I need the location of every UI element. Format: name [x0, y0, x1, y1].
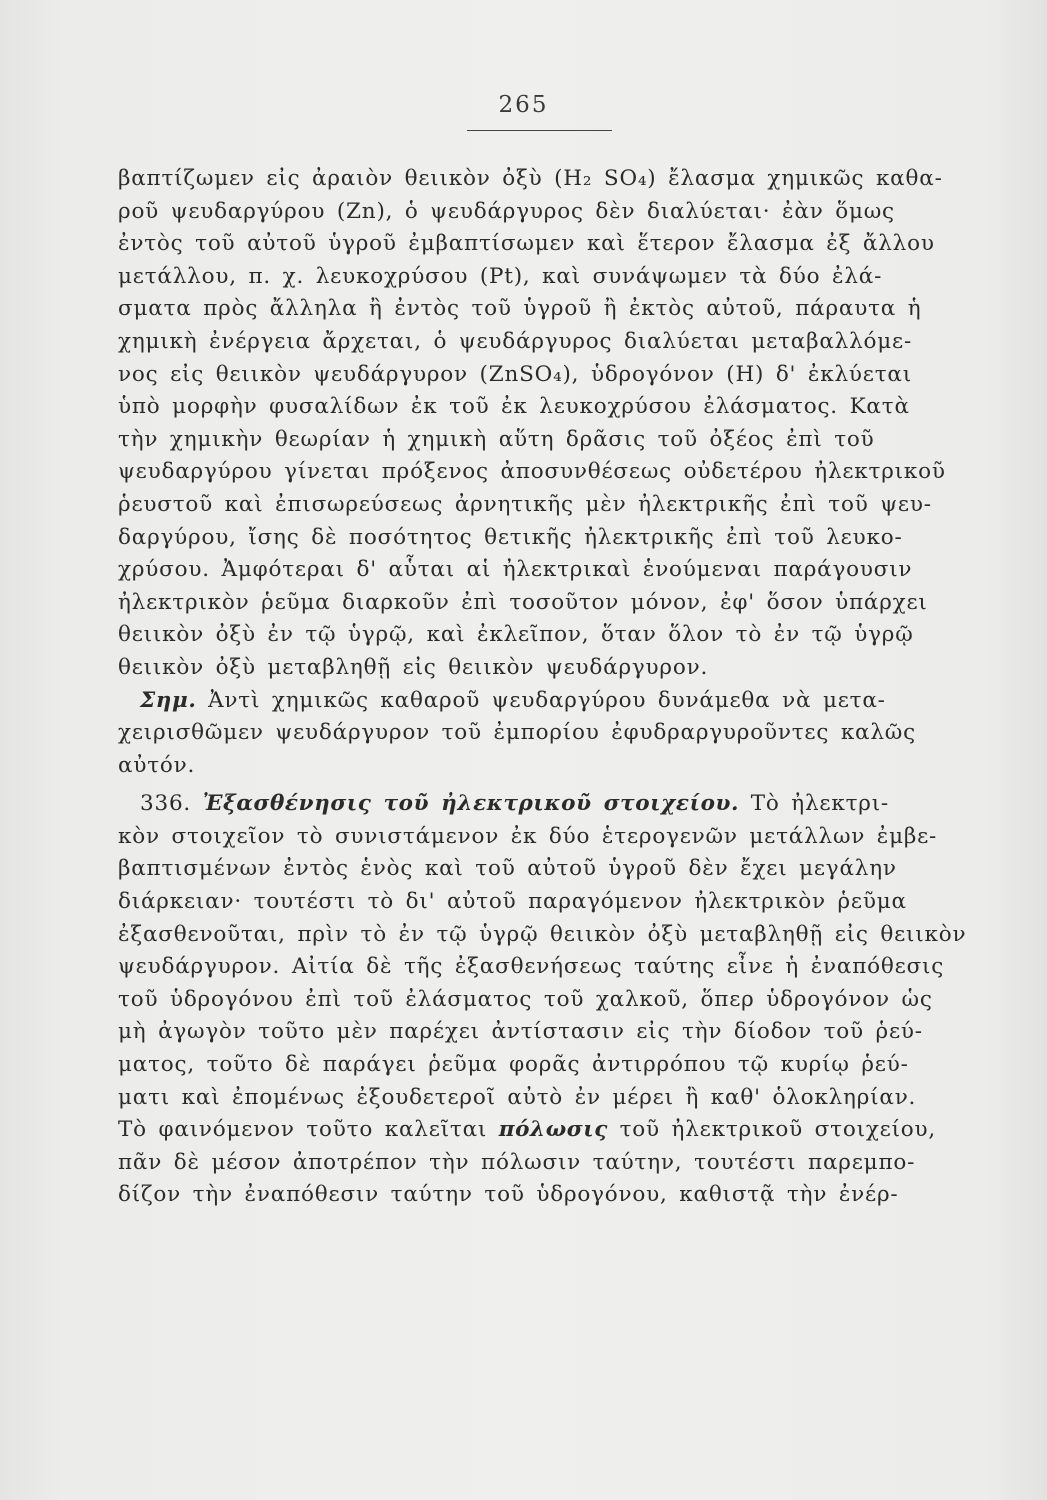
- header-rule: [467, 130, 612, 131]
- text-line: δαργύρου, ἴσης δὲ ποσότητος θετικῆς ἠλεκτρικῆς ἐπὶ τοῦ λευκο-: [118, 524, 903, 550]
- polosis-term: πόλωσις: [498, 1117, 608, 1143]
- text-line: θειικὸν ὀξὺ ἐν τῷ ὑγρῷ, καὶ ἐκλεῖπον, ὅταν ὅλον τὸ ἐν τῷ ὑγρῷ: [118, 622, 914, 648]
- text-line: τὴν χημικὴν θεωρίαν ἡ χημικὴ αὕτη δρᾶσις τοῦ ὀξέος ἐπὶ τοῦ: [118, 426, 875, 452]
- section-line: ἐξασθενοῦται, πρὶν τὸ ἐν τῷ ὑγρῷ θειικὸν ὀξὺ μεταβληθῇ εἰς θειικὸν: [118, 921, 967, 947]
- section-title: Ἐξασθένησις τοῦ ἠλεκτρικοῦ στοιχείου.: [202, 791, 740, 817]
- note-text: Ἀντὶ χημικῶς καθαροῦ ψευδαργύρου δυνάμεθα νὰ μετα-: [208, 687, 886, 713]
- text-line: νος εἰς θειικὸν ψευδάργυρον (ZnSO₄), ὑδρογόνον (H) δ' ἐκλύεται: [118, 361, 912, 387]
- text-line: ροῦ ψευδαργύρου (Zn), ὁ ψευδάργυρος δὲν διαλύεται· ἐὰν ὅμως: [118, 198, 895, 224]
- section-line: τοῦ ὑδρογόνου ἐπὶ τοῦ ἐλάσματος τοῦ χαλκοῦ, ὅπερ ὑδρογόνον ὡς: [118, 986, 933, 1012]
- note-line: αὐτόν.: [118, 752, 196, 778]
- section-line: ματι καὶ ἐπομένως ἐξουδετεροῖ αὐτὸ ἐν μέρει ἢ καθ' ὁλοκληρίαν.: [118, 1084, 917, 1110]
- text-line: βαπτίζωμεν εἰς ἀραιὸν θειικὸν ὀξὺ (H₂ SO₄) ἔλασμα χημικῶς καθα-: [118, 166, 943, 191]
- body-text: [118, 163, 967, 1212]
- text-line: ῥευστοῦ καὶ ἐπισωρεύσεως ἀρνητικῆς μὲν ἠλεκτρικῆς ἐπὶ τοῦ ψευ-: [118, 491, 932, 517]
- text-line: ἐντὸς τοῦ αὐτοῦ ὑγροῦ ἐμβαπτίσωμεν καὶ ἕτερον ἔλασμα ἐξ ἄλλου: [118, 231, 935, 257]
- page-number: 265: [498, 92, 549, 118]
- text-line: θειικὸν ὀξὺ μεταβληθῇ εἰς θειικὸν ψευδάργυρον.: [118, 654, 709, 680]
- section-first-text: Τὸ ἠλεκτρι-: [750, 791, 889, 817]
- section-heading-line: [118, 788, 940, 821]
- section-line: ψευδάργυρον. Αἰτία δὲ τῆς ἐξασθενήσεως ταύτης εἶνε ἡ ἐναπόθεσις: [118, 954, 945, 980]
- section-line: κὸν στοιχεῖον τὸ συνιστάμενον ἐκ δύο ἑτερογενῶν μετάλλων ἐμβε-: [118, 823, 938, 849]
- polosis-pre: Τὸ φαινόμενον τοῦτο καλεῖται: [118, 1117, 488, 1143]
- text-line: σματα πρὸς ἄλληλα ἢ ἐντὸς τοῦ ὑγροῦ ἢ ἐκτὸς αὐτοῦ, πάραυτα ἡ: [118, 296, 922, 322]
- text-line: ὑπὸ μορφὴν φυσαλίδων ἐκ τοῦ ἐκ λευκοχρύσου ἐλάσματος. Κατὰ: [118, 394, 910, 420]
- text-line: χημικὴ ἐνέργεια ἄρχεται, ὁ ψευδάργυρος διαλύεται μεταβαλλόμε-: [118, 328, 913, 354]
- section-line: μὴ ἀγωγὸν τοῦτο μὲν παρέχει ἀντίστασιν εἰς τὴν δίοδον τοῦ ῥεύ-: [118, 1019, 923, 1045]
- text-line: μετάλλου, π. χ. λευκοχρύσου (Pt), καὶ συνάψωμεν τὰ δύο ἐλά-: [118, 263, 883, 289]
- section-line: πᾶν δὲ μέσον ἀποτρέπον τὴν πόλωσιν ταύτην, τουτέστι παρεμπο-: [118, 1149, 916, 1175]
- text-line: ἠλεκτρικὸν ῥεῦμα διαρκοῦν ἐπὶ τοσοῦτον μόνον, ἐφ' ὅσον ὑπάρχει: [118, 589, 928, 615]
- note-label: Σημ.: [140, 687, 197, 713]
- section-line: δίζον τὴν ἐναπόθεσιν ταύτην τοῦ ὑδρογόνου, καθιστᾷ τὴν ἐνέρ-: [118, 1182, 899, 1208]
- text-line: ψευδαργύρου γίνεται πρόξενος ἀποσυνθέσεως οὐδετέρου ἠλεκτρικοῦ: [118, 459, 946, 485]
- section-line: διάρκειαν· τουτέστι τὸ δι' αὐτοῦ παραγόμενον ἠλεκτρικὸν ῥεῦμα: [118, 889, 907, 915]
- polosis-line: [118, 1114, 940, 1147]
- polosis-post: τοῦ ἠλεκτρικοῦ στοιχείου,: [619, 1117, 937, 1143]
- section-number: 336.: [140, 791, 192, 817]
- note-first-line: [118, 685, 940, 718]
- section-line: βαπτισμένων ἐντὸς ἑνὸς καὶ τοῦ αὐτοῦ ὑγροῦ δὲν ἔχει μεγάλην: [118, 856, 897, 882]
- text-line: χρύσου. Ἀμφότεραι δ' αὗται αἱ ἠλεκτρικαὶ ἑνούμεναι παράγουσιν: [118, 557, 913, 583]
- section-line: ματος, τοῦτο δὲ παράγει ῥεῦμα φορᾶς ἀντιρρόπου τῷ κυρίῳ ῥεύ-: [118, 1052, 909, 1078]
- note-line: χειρισθῶμεν ψευδάργυρον τοῦ ἐμπορίου ἐφυδραργυροῦντες καλῶς: [118, 720, 916, 746]
